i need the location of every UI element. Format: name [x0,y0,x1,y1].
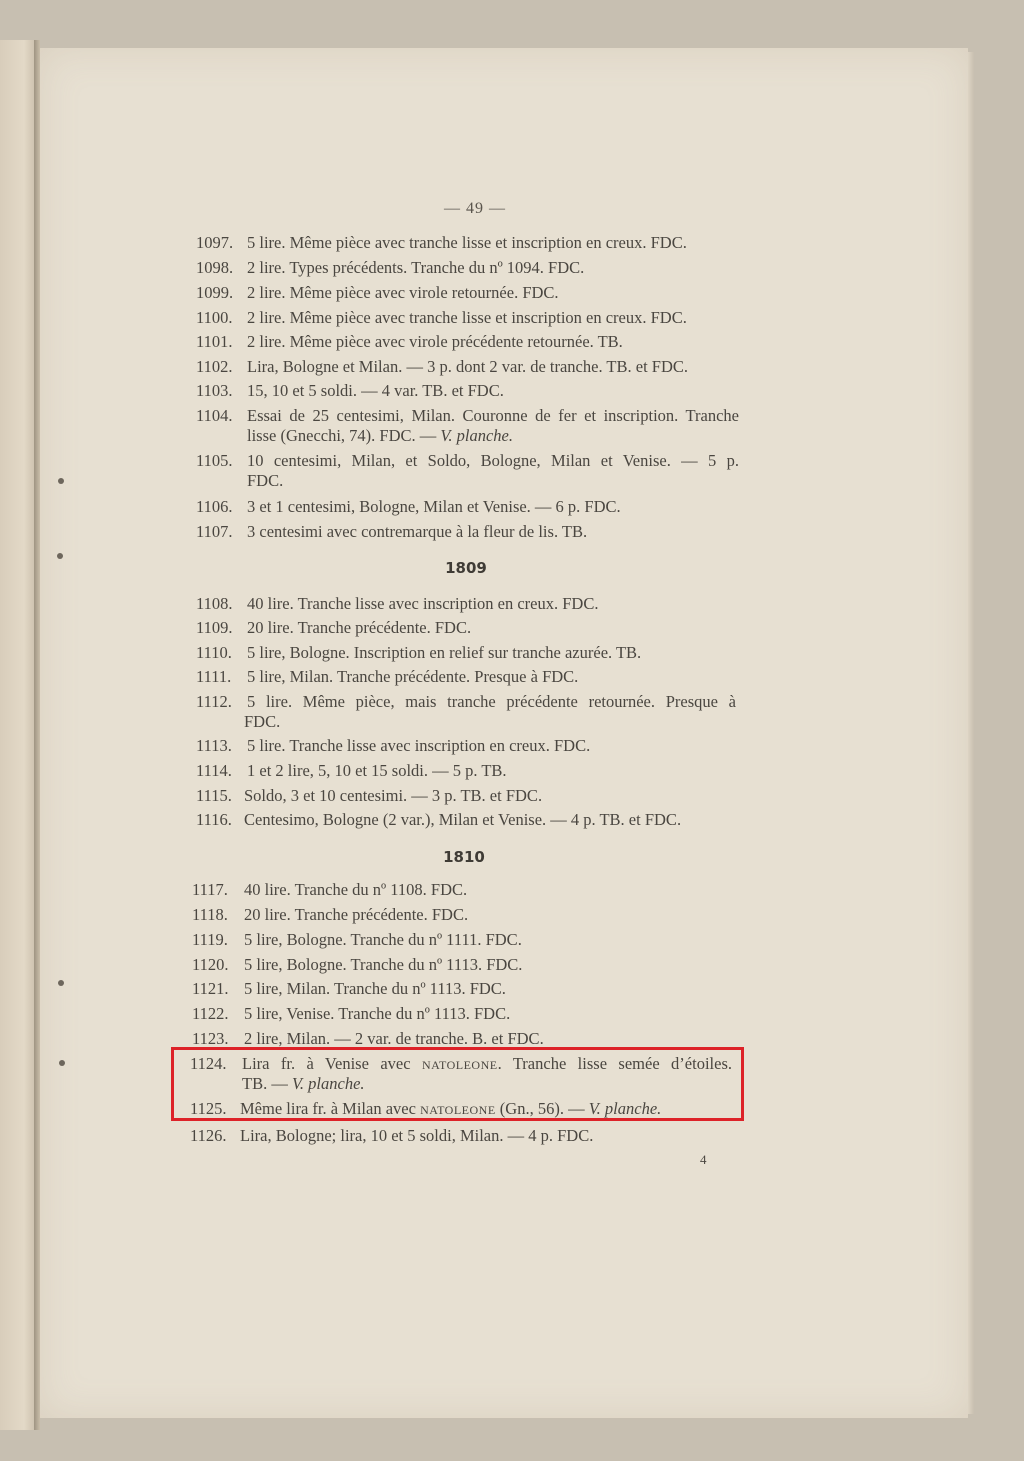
entry-text: Même lira fr. à Milan avec NATOLEONE (Gn., 56). — V. planche. [240,1099,662,1118]
entry-number: 1120. [192,955,229,974]
page-number: — 49 — [444,200,506,217]
entry-text: 5 lire. Même pièce, mais tranche précédente retournée. Presque à [247,692,736,711]
entry-number: 1106. [196,497,233,516]
entry-number: 1116. [196,810,232,829]
entry-number: 1104. [196,406,233,425]
entry-text: 2 lire. Types précédents. Tranche du nº 1094. FDC. [247,258,585,277]
entry-text-continued: FDC. [247,471,284,490]
entry-text: 40 lire. Tranche du nº 1108. FDC. [244,880,468,899]
entry-text: Lira, Bologne; lira, 10 et 5 soldi, Milan. — 4 p. FDC. [240,1126,594,1145]
entry-text: 1 et 2 lire, 5, 10 et 15 soldi. — 5 p. TB. [247,761,507,780]
entry-text-continued: lisse (Gnecchi, 74). FDC. — V. planche. [247,426,513,445]
signature-mark: 4 [700,1152,707,1167]
entry-number: 1101. [196,332,233,351]
entry-number: 1097. [196,233,234,252]
entry-number: 1098. [196,258,234,277]
entry-text: 20 lire. Tranche précédente. FDC. [247,618,472,637]
entry-number: 1107. [196,522,233,541]
entry-text: 5 lire, Milan. Tranche du nº 1113. FDC. [244,979,506,998]
year-heading-1809: 1809 [445,559,487,577]
entry-text: 5 lire, Milan. Tranche précédente. Presque à FDC. [247,667,579,686]
highlight-box [171,1047,744,1121]
year-heading-1810: 1810 [443,848,485,866]
entry-text: 5 lire. Même pièce avec tranche lisse et inscription en creux. FDC. [247,233,687,252]
entry-number: 1112. [196,692,232,711]
entry-text: 5 lire, Venise. Tranche du nº 1113. FDC. [244,1004,511,1023]
entry-text: 5 lire. Tranche lisse avec inscription en creux. FDC. [247,736,591,755]
entry-number: 1114. [196,761,232,780]
entry-number: 1118. [192,905,228,924]
entry-number: 1108. [196,594,233,613]
entry-text: 10 centesimi, Milan, et Soldo, Bologne, Milan et Venise. — 5 p. [247,451,739,470]
entry-number: 1102. [196,357,233,376]
entry-number: 1125. [190,1099,227,1118]
entry-text: Lira fr. à Venise avec NATOLEONE. Tranche lisse semée d’étoiles. [242,1054,733,1073]
entry-text: 2 lire, Milan. — 2 var. de tranche. B. et FDC. [244,1029,544,1048]
entry-number: 1110. [196,643,232,662]
entry-text: 5 lire, Bologne. Inscription en relief sur tranche azurée. TB. [247,643,642,662]
entry-number: 1117. [192,880,228,899]
entry-number: 1103. [196,381,233,400]
entry-number: 1121. [192,979,229,998]
entry-number: 1126. [190,1126,227,1145]
entry-text: 2 lire. Même pièce avec virole retournée. FDC. [247,283,559,302]
entry-text: 2 lire. Même pièce avec tranche lisse et inscription en creux. FDC. [247,308,687,327]
entry-text: Lira, Bologne et Milan. — 3 p. dont 2 var. de tranche. TB. et FDC. [247,357,688,376]
entry-text-continued: TB. — V. planche. [242,1074,365,1093]
entry-text: Centesimo, Bologne (2 var.), Milan et Venise. — 4 p. TB. et FDC. [244,810,682,829]
entry-number: 1122. [192,1004,229,1023]
entry-text: 3 centesimi avec contremarque à la fleur de lis. TB. [247,522,588,541]
entry-text: 5 lire, Bologne. Tranche du nº 1113. FDC. [244,955,523,974]
entry-number: 1109. [196,618,233,637]
entry-number: 1105. [196,451,233,470]
entry-number: 1124. [190,1054,227,1073]
entry-text-continued: FDC. [244,712,281,731]
entry-text: 2 lire. Même pièce avec virole précédente retournée. TB. [247,332,623,351]
entry-text: 15, 10 et 5 soldi. — 4 var. TB. et FDC. [247,381,504,400]
entry-number: 1111. [196,667,232,686]
entry-text: 3 et 1 centesimi, Bologne, Milan et Venise. — 6 p. FDC. [247,497,621,516]
entry-text: Essai de 25 centesimi, Milan. Couronne de fer et inscription. Tranche [247,406,739,425]
entry-text: 5 lire, Bologne. Tranche du nº 1111. FDC. [244,930,522,949]
entry-number: 1100. [196,308,233,327]
entry-number: 1119. [192,930,228,949]
entry-number: 1123. [192,1029,229,1048]
entry-text: Soldo, 3 et 10 centesimi. — 3 p. TB. et FDC. [244,786,543,805]
entry-number: 1113. [196,736,232,755]
entry-number: 1099. [196,283,234,302]
entry-text: 40 lire. Tranche lisse avec inscription en creux. FDC. [247,594,599,613]
entry-text: 20 lire. Tranche précédente. FDC. [244,905,469,924]
entry-number: 1115. [196,786,232,805]
